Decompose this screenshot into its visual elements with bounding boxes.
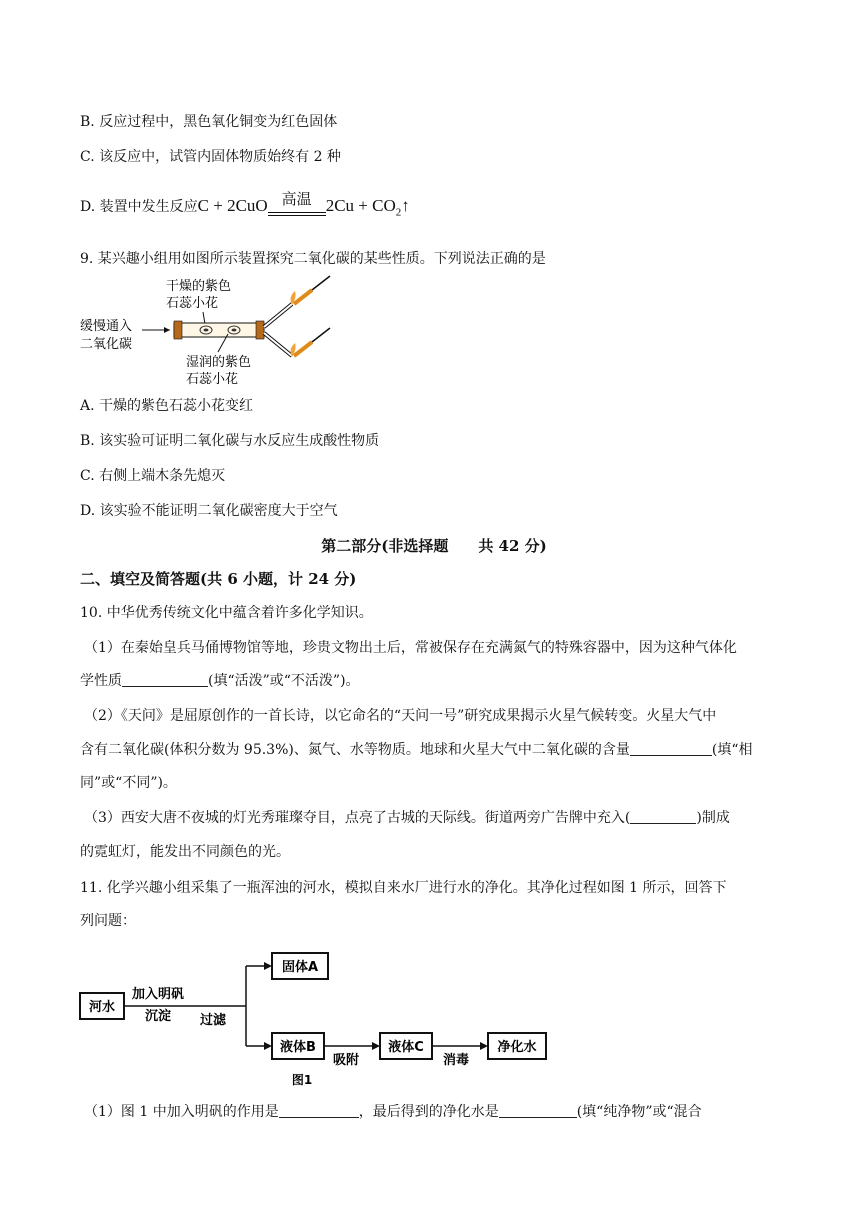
box-pure-water-label: 净化水: [497, 1040, 537, 1055]
q10-part2-line1: （2）《天问》是屈原创作的一首长诗，以它命名的“天问一号”研究成果揭示火星气候转变。火星大气中: [84, 708, 717, 724]
q10-part3-text-a: （3）西安大唐不夜城的灯光秀璀璨夺目，点亮了古城的天际线。街道两旁广告牌中充入(: [84, 810, 631, 826]
glass-tube: [174, 323, 264, 337]
box-solid-a-label: 固体A: [281, 960, 319, 975]
q9-stem: 9. 某兴趣小组用如图所示装置探究二氧化碳的某些性质。下列说法正确的是: [80, 251, 546, 267]
q10-part1-line1: （1）在秦始皇兵马俑博物馆等地，珍贵文物出土后，常被保存在充满氮气的特殊容器中，因为这种气体化: [84, 640, 737, 656]
q11-stem-line2: 列问题：: [80, 913, 136, 929]
box-river-label: 河水: [88, 1000, 116, 1015]
equals-sign: [268, 212, 326, 216]
q9-option-b: B. 该实验可证明二氧化碳与水反应生成酸性物质: [80, 433, 380, 449]
section-heading: 二、填空及简答题(共 6 小题，计 24 分): [80, 570, 357, 588]
equation-rhs: 2Cu + CO: [325, 196, 396, 215]
q9-option-a: A. 干燥的紫色石蕊小花变红: [80, 398, 254, 414]
answer-blank: [279, 1103, 359, 1118]
q10-part3-line2: 的霓虹灯，能发出不同颜色的光。: [80, 844, 290, 860]
step1-top-label: 加入明矾: [131, 987, 185, 1002]
answer-blank: [122, 672, 208, 687]
arrow-to-liquid-b: [264, 1042, 272, 1050]
adsorb-label: 吸附: [332, 1053, 360, 1068]
label-dry-flower-2: 石蕊小花: [166, 296, 219, 311]
gas-arrow: ↑: [401, 196, 410, 215]
box-liquid-c-label: 液体C: [388, 1040, 424, 1055]
q10-stem: 10. 中华优秀传统文化中蕴含着许多化学知识。: [80, 605, 373, 621]
q10-part3-line1: [84, 808, 730, 828]
answer-blank: [630, 741, 712, 756]
q10-part2-text-b: (填“相: [711, 742, 753, 758]
q10-part3-text-b: )制成: [696, 810, 730, 826]
q11-part1-line1: [84, 1102, 702, 1122]
box-liquid-b-label: 液体B: [280, 1040, 316, 1055]
q10-part1-line2: [80, 671, 360, 691]
label-dry-flower-1: 干燥的紫色: [166, 279, 232, 294]
label-gas-1: 缓慢通入: [80, 319, 133, 334]
gas-arrow-head: [164, 327, 170, 333]
q11-part1-text-c: (填“纯净物”或“混合: [576, 1104, 702, 1120]
q8-option-b: B. 反应过程中，黑色氧化铜变为红色固体: [80, 114, 338, 130]
q10-part1-text-b: (填“活泼”或“不活泼”)。: [208, 673, 360, 689]
answer-blank: [630, 809, 696, 824]
q10-part2-line2: [80, 740, 752, 760]
q10-part2-text-a: 含有二氧化碳(体积分数为 95.3%)、氮气、水等物质。地球和火星大气中二氧化碳的含量: [80, 742, 630, 758]
step2-label: 过滤: [199, 1013, 227, 1028]
label-gas-2: 二氧化碳: [80, 337, 133, 352]
equation-lhs: C + 2CuO: [197, 196, 268, 215]
step1-bottom-label: 沉淀: [144, 1009, 172, 1024]
q11-stem-line1: 11. 化学兴趣小组采集了一瓶浑浊的河水，模拟自来水厂进行水的净化。其净化过程如图 1 所示，回答下: [80, 880, 727, 896]
dry-flower-center: [204, 329, 209, 332]
water-purification-flowchart: [78, 946, 558, 1096]
q8-option-d-prefix: D. 装置中发生反应: [80, 199, 198, 215]
answer-blank: [499, 1103, 577, 1118]
q10-part2-line3: 同”或“不同”)。: [80, 775, 177, 791]
chemical-equation: [197, 192, 410, 219]
co2-subscript: 2: [395, 206, 402, 219]
arrow-to-pure-water: [480, 1042, 488, 1050]
condition-label: 高温: [281, 192, 312, 209]
stopper-left: [174, 321, 182, 339]
lower-splint: [294, 342, 312, 356]
q8-option-d: [80, 192, 410, 222]
co2-apparatus-figure: [78, 272, 338, 392]
stopper-right: [256, 321, 264, 339]
q10-part1-text-a: 学性质: [80, 673, 122, 689]
upper-splint: [294, 290, 312, 304]
part2-title: 第二部分(非选择题 共 42 分): [321, 537, 547, 555]
arrow-to-liquid-c: [372, 1042, 380, 1050]
q9-option-c: C. 右侧上端木条先熄灭: [80, 468, 226, 484]
figure-caption: 图1: [291, 1073, 313, 1087]
q9-option-d: D. 该实验不能证明二氧化碳密度大于空气: [80, 503, 338, 519]
disinfect-label: 消毒: [442, 1053, 470, 1068]
label-wet-flower-1: 湿润的紫色: [186, 355, 252, 370]
reaction-condition: [268, 192, 326, 222]
arrow-to-solid: [264, 962, 272, 970]
label-wet-flower-2: 石蕊小花: [186, 372, 239, 387]
q8-option-c: C. 该反应中，试管内固体物质始终有 2 种: [80, 149, 341, 165]
q11-part1-text-a: （1）图 1 中加入明矾的作用是: [84, 1104, 279, 1120]
y-tube-branches: [264, 304, 292, 356]
q11-part1-text-b: ，最后得到的净化水是: [358, 1104, 499, 1120]
wet-flower-center: [232, 329, 237, 332]
